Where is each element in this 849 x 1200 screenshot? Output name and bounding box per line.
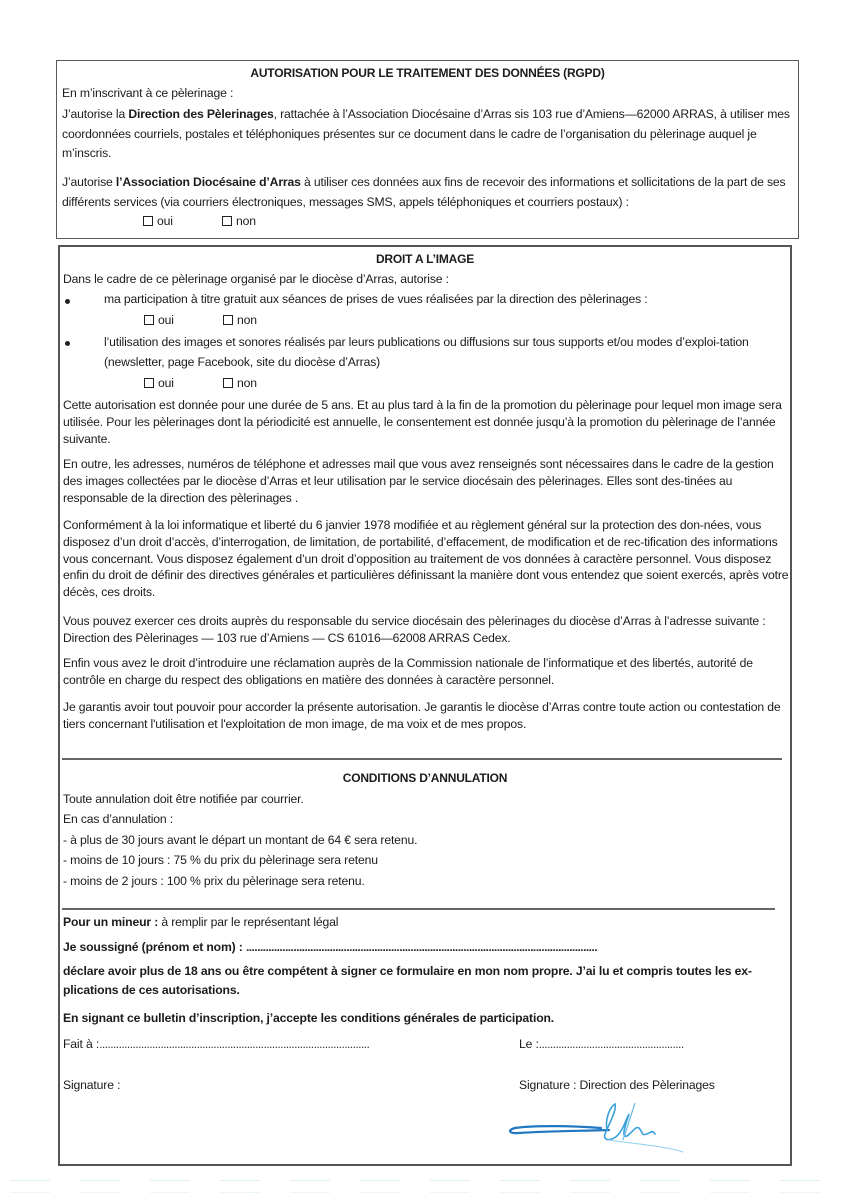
minor-label: Pour un mineur : à remplir par le représentant légal (63, 915, 339, 929)
photo-session-yes-checkbox[interactable]: oui (144, 313, 174, 327)
rgpd-title: AUTORISATION POUR LE TRAITEMENT DES DONNÉES (RGPD) (250, 66, 605, 80)
place-field[interactable]: Fait à :................................................................................................. (63, 1037, 370, 1051)
checkbox-icon[interactable] (143, 216, 153, 226)
cancellation-line: - moins de 2 jours : 100 % prix du pèlerinage sera retenu. (63, 874, 365, 888)
cancellation-title: CONDITIONS D’ANNULATION (342, 771, 508, 785)
date-input-line[interactable]: .................................................... (538, 1037, 684, 1051)
duration-paragraph: Cette autorisation est donnée pour une durée de 5 ans. Et au plus tard à la fin de la promotion du pèlerinage pour lequel mon image sera utilisée. Pour les pèlerinages dont la périodicité est annuelle, le consentement est donnée jusqu’à la promotion du pèlerinage de l’année suivante. (63, 398, 782, 446)
bullet-icon (65, 299, 70, 304)
scan-artifact (10, 1192, 840, 1193)
checkbox-icon[interactable] (144, 315, 154, 325)
rgpd-paragraph-2: J’autorise l’Association Diocésaine d’Arras à utiliser ces données aux fins de recevoir des informations et sollicitations de la part de ses différents services (via courriers électroniques, messages SMS, appels téléphoniques et courriers postaux) : (62, 175, 786, 209)
scan-artifact (10, 1180, 840, 1181)
place-input-line[interactable]: ................................................................................................. (99, 1037, 370, 1051)
publication-no-checkbox[interactable]: non (223, 376, 257, 390)
rgpd-intro: En m’inscrivant à ce pèlerinage : (62, 86, 234, 100)
rights-paragraph: Conformément à la loi informatique et liberté du 6 janvier 1978 modifiée et au règlement général sur la protection des don-nées, vous disposez d’un droit d’accès, d’interrogation, de limitation, de portabilité, d’effacement, de modification et de rec-tification des informations vous concernant. Vous disposez également d’un droit d’opposition au traitement de vos données à caractère personnel. Vous disposez enfin du droit de définir des directives générales et particulières définissant la manière dont vous entendez que soient exercés, après votre décès, ces droits. (63, 518, 789, 600)
guarantee-paragraph: Je garantis avoir tout pouvoir pour accorder la présente autorisation. Je garantis le diocèse d’Arras contre toute action ou contestation de tiers concernant l'utilisation et l'exploitation de mon image, de ma voix et de mes propos. (63, 700, 781, 731)
cnil-paragraph: Enfin vous avez le droit d’introduire une réclamation auprès de la Commission nationale de l’informatique et des libertés, autorité de contrôle en charge du respect des obligations en matière des données à caractère personnel. (63, 656, 753, 687)
image-rights-item-1: ma participation à titre gratuit aux séances de prises de vues réalisées par la direction des pèlerinages : (104, 292, 648, 306)
data-usage-paragraph: En outre, les adresses, numéros de téléphone et adresses mail que vous avez renseignés sont nécessaires dans le cadre de la gestion des images collectées par le diocèse d’Arras et leur utilisation par le service diocésain des pèlerinages. Elles sont des-tinées au responsable de la direction des pèlerinages . (63, 457, 774, 505)
checkbox-icon[interactable] (223, 315, 233, 325)
rgpd-paragraph-1: J’autorise la Direction des Pèlerinages, rattachée à l’Association Diocésaine d’Arras sis 103 rue d’Amiens—62000 ARRAS, à utiliser mes coordonnées courriels, postales et téléphoniques présentes sur ce document dans le cadre de l’organisation du pèlerinage auquel je m’inscris. (62, 107, 790, 160)
association-name: l’Association Diocésaine d’Arras (115, 175, 301, 189)
undersigned-field[interactable]: Je soussigné (prénom et nom) : .............................................................................................................................. (63, 940, 598, 954)
handwritten-signature-icon (505, 1100, 725, 1160)
declaration-text: déclare avoir plus de 18 ans ou être compétent à signer ce formulaire en mon nom propre. J’ai lu et compris toutes les ex-plications de ces autorisations. (63, 964, 752, 997)
divider (62, 908, 775, 910)
cancellation-line: - à plus de 30 jours avant le départ un montant de 64 € sera retenu. (63, 833, 418, 847)
participant-signature-label: Signature : (63, 1078, 121, 1092)
acceptance-text: En signant ce bulletin d’inscription, j’accepte les conditions générales de participation. (63, 1011, 555, 1025)
divider (62, 758, 782, 760)
cancellation-line: En cas d’annulation : (63, 812, 174, 826)
rgpd-no-checkbox[interactable]: non (222, 214, 256, 228)
bullet-icon (65, 341, 70, 346)
direction-name: Direction des Pèlerinages (128, 107, 274, 121)
publication-yes-checkbox[interactable]: oui (144, 376, 174, 390)
checkbox-icon[interactable] (223, 378, 233, 388)
checkbox-icon[interactable] (144, 378, 154, 388)
photo-session-no-checkbox[interactable]: non (223, 313, 257, 327)
date-field[interactable]: Le :.................................................... (519, 1037, 684, 1051)
checkbox-icon[interactable] (222, 216, 232, 226)
image-rights-intro: Dans le cadre de ce pèlerinage organisé par le diocèse d’Arras, autorise : (63, 272, 449, 286)
undersigned-input-line[interactable]: .............................................................................................................................. (245, 940, 598, 954)
cancellation-line: Toute annulation doit être notifiée par courrier. (63, 792, 304, 806)
rgpd-yes-checkbox[interactable]: oui (143, 214, 173, 228)
image-rights-item-2: l’utilisation des images et sonores réalisés par leurs publications ou diffusions sur tous supports et/ou modes d’exploi-tation (newsletter, page Facebook, site du diocèse d’Arras) (104, 335, 749, 369)
exercise-rights-paragraph: Vous pouvez exercer ces droits auprès du responsable du service diocésain des pèlerinages du diocèse d’Arras à l’adresse suivante : Direction des Pèlerinages — 103 rue d’Amiens — CS 61016—62008 ARRAS Cedex. (63, 614, 766, 645)
image-rights-title: DROIT A L’IMAGE (375, 252, 475, 266)
cancellation-line: - moins de 10 jours : 75 % du prix du pèlerinage sera retenu (63, 853, 378, 867)
direction-signature-label: Signature : Direction des Pèlerinages (519, 1078, 715, 1092)
